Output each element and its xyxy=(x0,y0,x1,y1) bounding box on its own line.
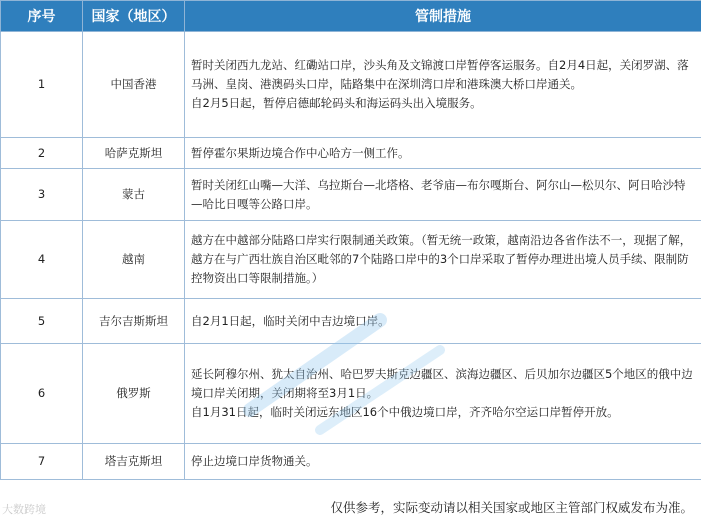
row-measures xyxy=(185,221,701,299)
footnote: 仅供参考，实际变动请以相关国家或地区主管部门权威发布为准。 xyxy=(330,500,693,515)
row-measures xyxy=(185,344,701,444)
header-country: 国家（地区） xyxy=(83,1,185,32)
table-row xyxy=(1,32,701,138)
measure-paragraph: 越方在中越部分陆路口岸实行限制通关政策。（暂无统一政策，越南沿边各省作法不一，现据了解，越方在与广西壮族自治区毗邻的7个陆路口岸中的3个口岸采取了暂停办理进出境人员手续、限制防控物资出口等限制措施。） xyxy=(191,233,692,285)
table-header-row xyxy=(1,1,701,32)
row-country: 中国香港 xyxy=(83,32,185,138)
row-country: 越南 xyxy=(83,221,185,299)
table-row xyxy=(1,221,701,299)
measure-paragraph: 自2月1日起，临时关闭中吉边境口岸。 xyxy=(191,313,390,328)
table-row xyxy=(1,169,701,221)
watermark-logo: 大数跨境 xyxy=(2,503,46,516)
row-number: 2 xyxy=(1,138,83,169)
measure-paragraph: 延长阿穆尔州、犹太自治州、哈巴罗夫斯克边疆区、滨海边疆区、后贝加尔边疆区5个地区的俄中边境口岸关闭期，关闭期将至3月1日。 xyxy=(191,367,693,400)
header-seq: 序号 xyxy=(1,1,83,32)
row-number: 3 xyxy=(1,169,83,221)
row-measures xyxy=(185,444,701,480)
row-measures xyxy=(185,299,701,344)
measure-paragraph: 暂时关闭西九龙站、红磡站口岸，沙头角及文锦渡口岸暂停客运服务。自2月4日起，关闭罗湖、落马洲、皇岗、港澳码头口岸，陆路集中在深圳湾口岸和港珠澳大桥口岸通关。 xyxy=(191,58,689,91)
measure-paragraph: 自2月5日起，暂停启德邮轮码头和海运码头出入境服务。 xyxy=(191,96,482,110)
table-row xyxy=(1,299,701,344)
header-measures: 管制措施 xyxy=(185,1,701,32)
measure-paragraph: 暂时关闭红山嘴—大洋、乌拉斯台—北塔格、老爷庙—布尔嘎斯台、阿尔山—松贝尔、阿日哈沙特—哈比日嘎等公路口岸。 xyxy=(191,177,686,211)
row-measures xyxy=(185,32,701,138)
row-country: 塔吉克斯坦 xyxy=(83,444,185,480)
table-row xyxy=(1,444,701,480)
table-row xyxy=(1,138,701,169)
row-number: 1 xyxy=(1,32,83,138)
row-country: 俄罗斯 xyxy=(83,344,185,444)
row-number: 5 xyxy=(1,299,83,344)
row-number: 4 xyxy=(1,221,83,299)
row-measures xyxy=(185,169,701,221)
row-country: 蒙古 xyxy=(83,169,185,221)
row-number: 6 xyxy=(1,344,83,444)
measure-paragraph: 暂停霍尔果斯边境合作中心哈方一侧工作。 xyxy=(191,145,410,160)
row-country: 哈萨克斯坦 xyxy=(83,138,185,169)
table-row xyxy=(1,344,701,444)
row-country: 吉尔吉斯斯坦 xyxy=(83,299,185,344)
measure-paragraph: 自1月31日起，临时关闭远东地区16个中俄边境口岸，齐齐哈尔空运口岸暂停开放。 xyxy=(191,405,619,419)
row-measures xyxy=(185,138,701,169)
row-number: 7 xyxy=(1,444,83,480)
measure-paragraph: 停止边境口岸货物通关。 xyxy=(191,454,318,468)
